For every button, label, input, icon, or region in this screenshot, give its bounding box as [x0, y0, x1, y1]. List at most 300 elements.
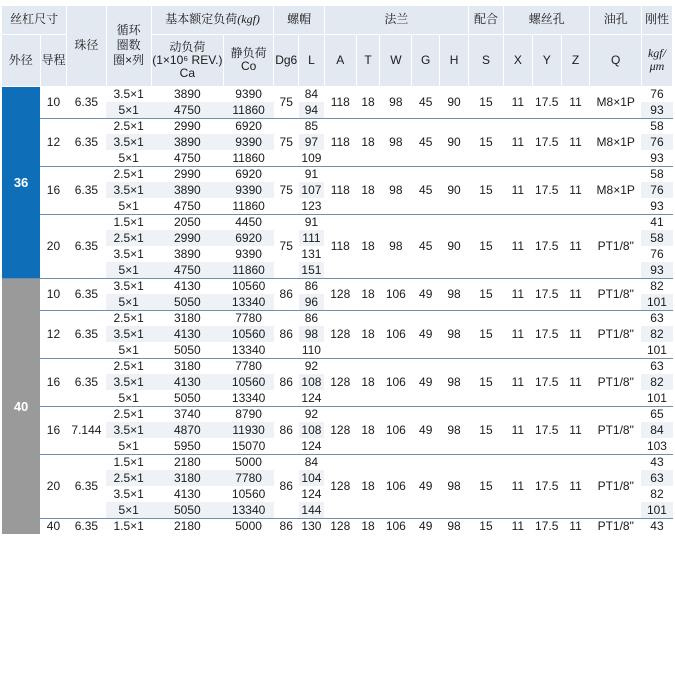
fit-header: 配合	[468, 6, 503, 34]
y-cell: 17.5	[532, 118, 561, 166]
w-cell: 98	[380, 118, 412, 166]
static-load-cell: 13340	[231, 390, 266, 405]
q-header: Q	[590, 34, 641, 86]
x-header: X	[503, 34, 532, 86]
dynamic-load-cell: 3890	[151, 134, 223, 150]
h-cell: 90	[440, 118, 469, 166]
t-cell: 18	[356, 278, 380, 310]
circuits-cell: 2.5×1	[106, 406, 151, 422]
x-cell: 11	[503, 86, 532, 118]
static-load-cell: 5000	[223, 454, 273, 470]
static-load-cell: 5000	[223, 518, 273, 534]
lead-cell: 16	[40, 166, 67, 214]
dynamic-load-cell: 5050	[173, 390, 201, 405]
static-load-cell: 10560	[223, 374, 273, 390]
ball-dia-cell: 6.35	[67, 310, 106, 358]
circuits-cell: 3.5×1	[106, 422, 151, 438]
z-cell: 11	[561, 166, 590, 214]
dynamic-load-cell: 2990	[151, 230, 223, 246]
dg6-cell: 86	[274, 278, 299, 310]
stiffness-cell: 101	[641, 294, 672, 310]
dynamic-load-cell: 4130	[151, 326, 223, 342]
dynamic-load-cell: 2180	[151, 518, 223, 534]
a-cell: 118	[324, 166, 356, 214]
dynamic-load-cell: 3890	[173, 247, 201, 261]
static-load-cell: 9390	[235, 247, 262, 261]
ball-dia-cell: 6.35	[67, 166, 106, 214]
dynamic-load-cell: 4750	[151, 262, 223, 278]
l-cell: 108	[299, 374, 325, 390]
stiffness-cell: 63	[641, 470, 672, 486]
l-cell: 124	[301, 438, 322, 453]
dg6-cell: 75	[274, 118, 299, 166]
l-cell: 111	[299, 230, 325, 246]
basic-load-header: 基本额定负荷(kgf)	[151, 6, 274, 34]
stiffness-cell: 93	[641, 262, 672, 278]
dynamic-load-cell: 5050	[151, 294, 223, 310]
a-cell: 118	[324, 118, 356, 166]
s-cell: 15	[468, 214, 503, 278]
q-cell: M8×1P	[590, 118, 641, 166]
lead-cell: 16	[40, 406, 67, 454]
oil-hole-header: 油孔	[590, 6, 641, 34]
dynamic-load-cell: 2050	[151, 214, 223, 230]
dynamic-load-cell: 3180	[151, 358, 223, 374]
static-load-cell: 6920	[223, 118, 273, 134]
l-cell: 131	[301, 247, 322, 261]
t-header: T	[356, 34, 380, 86]
ball-dia-cell: 6.35	[67, 358, 106, 406]
a-cell: 118	[324, 214, 356, 278]
y-cell: 17.5	[532, 454, 561, 518]
circuits-cell: 5×1	[118, 150, 139, 165]
l-cell: 123	[301, 198, 322, 213]
stiffness-cell: 101	[646, 390, 667, 405]
dynamic-load-cell: 3890	[151, 182, 223, 198]
circuits-cell: 3.5×1	[106, 278, 151, 294]
ball-dia-cell: 6.35	[67, 118, 106, 166]
z-cell: 11	[561, 406, 590, 454]
h-cell: 90	[440, 214, 469, 278]
dynamic-load-cell: 3180	[151, 310, 223, 326]
static-load-cell: 13340	[223, 502, 273, 518]
y-cell: 17.5	[532, 166, 561, 214]
y-cell: 17.5	[532, 214, 561, 278]
g-cell: 45	[412, 214, 440, 278]
circuits-cell: 3.5×1	[113, 487, 144, 501]
x-cell: 11	[503, 278, 532, 310]
static-load-cell: 6920	[223, 166, 273, 182]
stiffness-header: 刚性	[641, 6, 672, 34]
a-cell: 128	[324, 406, 356, 454]
static-load-cell: 8790	[223, 406, 273, 422]
stiffness-cell: 93	[650, 198, 664, 213]
ball-dia-header: 珠径	[67, 6, 106, 86]
w-cell: 106	[380, 278, 412, 310]
l-cell: 130	[299, 518, 325, 534]
a-cell: 128	[324, 278, 356, 310]
h-cell: 98	[440, 454, 469, 518]
table-row	[2, 310, 673, 326]
q-cell: PT1/8"	[590, 454, 641, 518]
lead-cell: 40	[40, 518, 67, 534]
y-cell: 17.5	[532, 406, 561, 454]
circuits-cell: 1.5×1	[106, 518, 151, 534]
stiffness-cell: 103	[646, 438, 667, 453]
x-cell: 11	[503, 454, 532, 518]
stiffness-cell: 58	[641, 230, 672, 246]
h-cell: 90	[440, 166, 469, 214]
circuits-cell: 2.5×1	[106, 118, 151, 134]
circuits-cell: 3.5×1	[113, 247, 144, 261]
x-cell: 11	[503, 518, 532, 534]
h-cell: 98	[440, 406, 469, 454]
static-load-cell: 4450	[223, 214, 273, 230]
h-cell: 98	[440, 518, 469, 534]
s-cell: 15	[468, 86, 503, 118]
s-cell: 15	[468, 358, 503, 406]
circuits-cell: 5×1	[106, 102, 151, 118]
g-cell: 45	[412, 118, 440, 166]
table-row	[2, 86, 673, 102]
dynamic-load-cell: 2990	[151, 118, 223, 134]
l-cell: 144	[299, 502, 325, 518]
table-row	[2, 278, 673, 294]
x-cell: 11	[503, 166, 532, 214]
z-cell: 11	[561, 118, 590, 166]
t-cell: 18	[356, 454, 380, 518]
stiffness-cell: 82	[650, 487, 664, 501]
y-cell: 17.5	[532, 86, 561, 118]
stiffness-cell: 82	[641, 278, 672, 294]
stiffness-cell: 58	[641, 118, 672, 134]
dynamic-load-cell: 4750	[173, 150, 201, 165]
l-cell: 92	[299, 406, 325, 422]
static-load-cell: 7780	[223, 470, 273, 486]
t-cell: 18	[356, 518, 380, 534]
stiffness-cell: 65	[641, 406, 672, 422]
h-header: H	[440, 34, 469, 86]
stiffness-cell: 43	[641, 518, 672, 534]
l-cell: 109	[301, 150, 322, 165]
g-cell: 49	[412, 310, 440, 358]
l-cell: 84	[299, 86, 325, 102]
stiffness-cell: 93	[641, 102, 672, 118]
a-cell: 118	[324, 86, 356, 118]
circuits-cell: 5×1	[106, 502, 151, 518]
dynamic-load-cell: 3180	[151, 470, 223, 486]
l-cell: 124	[301, 390, 322, 405]
l-cell: 85	[299, 118, 325, 134]
static-load-cell: 11860	[232, 150, 265, 165]
circuits-cell: 1.5×1	[106, 214, 151, 230]
q-cell: M8×1P	[590, 86, 641, 118]
stiffness-cell: 101	[646, 342, 667, 357]
q-cell: PT1/8"	[590, 358, 641, 406]
a-cell: 128	[324, 454, 356, 518]
dg6-cell: 86	[274, 518, 299, 534]
ball-dia-cell: 6.35	[67, 278, 106, 310]
l-cell: 96	[299, 294, 325, 310]
static-load-cell: 13340	[223, 294, 273, 310]
s-cell: 15	[468, 406, 503, 454]
g-cell: 45	[412, 166, 440, 214]
l-cell: 104	[299, 470, 325, 486]
dynamic-load-cell: 3740	[151, 406, 223, 422]
w-cell: 98	[380, 166, 412, 214]
static-load-header: 静负荷 Co	[223, 34, 273, 86]
dg6-header: Dg6	[274, 34, 299, 86]
dg6-cell: 86	[274, 310, 299, 358]
static-load-cell: 10560	[231, 487, 266, 501]
circuits-cell: 5×1	[118, 390, 139, 405]
dg6-cell: 86	[274, 358, 299, 406]
dynamic-load-cell: 4750	[151, 102, 223, 118]
l-cell: 86	[299, 310, 325, 326]
l-cell: 92	[299, 358, 325, 374]
lead-cell: 20	[40, 214, 67, 278]
lead-cell: 20	[40, 454, 67, 518]
l-cell: 84	[299, 454, 325, 470]
w-cell: 106	[380, 518, 412, 534]
static-load-cell: 7780	[223, 358, 273, 374]
y-cell: 17.5	[532, 518, 561, 534]
lead-cell: 12	[40, 310, 67, 358]
s-cell: 15	[468, 166, 503, 214]
l-cell: 124	[301, 487, 322, 501]
q-cell: PT1/8"	[590, 406, 641, 454]
stiffness-cell: 63	[641, 358, 672, 374]
g-cell: 49	[412, 454, 440, 518]
static-load-cell: 11930	[223, 422, 273, 438]
s-cell: 15	[468, 310, 503, 358]
g-cell: 49	[412, 278, 440, 310]
g-cell: 45	[412, 86, 440, 118]
x-cell: 11	[503, 118, 532, 166]
flange-header: 法兰	[324, 6, 468, 34]
dynamic-load-cell: 4130	[173, 487, 201, 501]
stiffness-cell: 82	[641, 374, 672, 390]
q-cell: M8×1P	[590, 166, 641, 214]
t-cell: 18	[356, 118, 380, 166]
t-cell: 18	[356, 166, 380, 214]
dynamic-load-cell: 2990	[151, 166, 223, 182]
t-cell: 18	[356, 406, 380, 454]
s-cell: 15	[468, 278, 503, 310]
ballscrew-spec-table	[2, 6, 673, 534]
l-cell: 97	[299, 134, 325, 150]
l-cell: 94	[299, 102, 325, 118]
a-cell: 128	[324, 358, 356, 406]
circuits-cell: 5×1	[106, 294, 151, 310]
circuits-cell: 5×1	[106, 262, 151, 278]
z-cell: 11	[561, 518, 590, 534]
x-cell: 11	[503, 406, 532, 454]
stiffness-cell: 76	[641, 86, 672, 102]
outer-dia-header: 外径	[2, 34, 40, 86]
a-cell: 128	[324, 518, 356, 534]
ball-dia-cell: 6.35	[67, 518, 106, 534]
l-cell: 91	[299, 214, 325, 230]
lead-cell: 10	[40, 86, 67, 118]
dynamic-load-cell: 5050	[151, 502, 223, 518]
l-cell: 108	[299, 422, 325, 438]
static-load-cell: 10560	[223, 326, 273, 342]
circuits-header: 循环圈数圈×列	[106, 6, 151, 86]
static-load-cell: 9390	[223, 86, 273, 102]
circuits-cell: 3.5×1	[106, 182, 151, 198]
nut-header: 螺帽	[274, 6, 324, 34]
t-cell: 18	[356, 214, 380, 278]
l-cell: 91	[299, 166, 325, 182]
static-load-cell: 9390	[223, 182, 273, 198]
bolt-hole-header: 螺丝孔	[503, 6, 590, 34]
l-header: L	[299, 34, 325, 86]
a-header: A	[324, 34, 356, 86]
h-cell: 98	[440, 358, 469, 406]
lead-cell: 12	[40, 118, 67, 166]
y-cell: 17.5	[532, 358, 561, 406]
circuits-cell: 5×1	[118, 342, 139, 357]
dynamic-load-header: 动负荷 (1×10⁶ REV.) Ca	[151, 34, 223, 86]
lead-cell: 10	[40, 278, 67, 310]
z-cell: 11	[561, 86, 590, 118]
z-cell: 11	[561, 358, 590, 406]
stiffness-cell: 43	[641, 454, 672, 470]
static-load-cell: 15070	[231, 438, 266, 453]
y-cell: 17.5	[532, 278, 561, 310]
w-cell: 106	[380, 406, 412, 454]
static-load-cell: 6920	[223, 230, 273, 246]
circuits-cell: 3.5×1	[106, 326, 151, 342]
stiffness-cell: 84	[641, 422, 672, 438]
x-cell: 11	[503, 358, 532, 406]
w-cell: 106	[380, 310, 412, 358]
lead-cell: 16	[40, 358, 67, 406]
l-cell: 151	[299, 262, 325, 278]
circuits-cell: 2.5×1	[106, 310, 151, 326]
w-cell: 106	[380, 358, 412, 406]
g-cell: 49	[412, 518, 440, 534]
dg6-cell: 75	[274, 214, 299, 278]
dynamic-load-cell: 4870	[151, 422, 223, 438]
dg6-cell: 75	[274, 86, 299, 118]
dg6-cell: 75	[274, 166, 299, 214]
a-cell: 128	[324, 310, 356, 358]
static-load-cell: 11860	[223, 262, 273, 278]
q-cell: PT1/8"	[590, 214, 641, 278]
s-cell: 15	[468, 454, 503, 518]
l-cell: 98	[299, 326, 325, 342]
dynamic-load-cell: 5950	[173, 438, 201, 453]
y-header: Y	[532, 34, 561, 86]
circuits-cell: 2.5×1	[106, 166, 151, 182]
ball-dia-cell: 6.35	[67, 214, 106, 278]
x-cell: 11	[503, 310, 532, 358]
table-row	[2, 454, 673, 470]
table-row	[2, 518, 673, 534]
lead-header: 导程	[40, 34, 67, 86]
static-load-cell: 11860	[232, 198, 265, 213]
static-load-cell: 9390	[223, 134, 273, 150]
w-header: W	[380, 34, 412, 86]
circuits-cell: 3.5×1	[106, 374, 151, 390]
z-header: Z	[561, 34, 590, 86]
ball-dia-cell: 6.35	[67, 86, 106, 118]
dg6-cell: 86	[274, 406, 299, 454]
outer-dia-cell: 40	[2, 278, 40, 534]
circuits-cell: 2.5×1	[106, 230, 151, 246]
table-row	[2, 118, 673, 134]
h-cell: 90	[440, 86, 469, 118]
g-cell: 49	[412, 406, 440, 454]
stiffness-cell: 93	[650, 150, 664, 165]
dynamic-load-cell: 4750	[173, 198, 201, 213]
table-row	[2, 214, 673, 230]
static-load-cell: 7780	[223, 310, 273, 326]
circuits-cell: 2.5×1	[106, 358, 151, 374]
w-cell: 106	[380, 454, 412, 518]
z-cell: 11	[561, 214, 590, 278]
circuits-cell: 5×1	[118, 438, 139, 453]
ball-dia-cell: 7.144	[67, 406, 106, 454]
table-header	[2, 6, 673, 86]
l-cell: 107	[299, 182, 325, 198]
circuits-cell: 2.5×1	[106, 470, 151, 486]
outer-dia-cell: 36	[2, 86, 40, 278]
circuits-cell: 5×1	[118, 198, 139, 213]
stiffness-cell: 63	[641, 310, 672, 326]
dynamic-load-cell: 3890	[151, 86, 223, 102]
t-cell: 18	[356, 86, 380, 118]
h-cell: 98	[440, 278, 469, 310]
g-cell: 49	[412, 358, 440, 406]
z-cell: 11	[561, 454, 590, 518]
t-cell: 18	[356, 310, 380, 358]
stiffness-cell: 76	[650, 247, 664, 261]
l-cell: 110	[301, 342, 321, 357]
table-row	[2, 358, 673, 374]
q-cell: PT1/8"	[590, 278, 641, 310]
stiffness-cell: 82	[641, 326, 672, 342]
l-cell: 86	[299, 278, 325, 294]
dynamic-load-cell: 2180	[151, 454, 223, 470]
static-load-cell: 10560	[223, 278, 273, 294]
g-header: G	[412, 34, 440, 86]
table-body	[2, 86, 673, 534]
screw-size-header: 丝杠尺寸	[2, 6, 67, 34]
stiffness-cell: 41	[641, 214, 672, 230]
stiffness-unit-header: kgf/ μm	[641, 34, 672, 86]
dg6-cell: 86	[274, 454, 299, 518]
circuits-cell: 3.5×1	[106, 134, 151, 150]
dynamic-load-cell: 4130	[151, 374, 223, 390]
t-cell: 18	[356, 358, 380, 406]
z-cell: 11	[561, 310, 590, 358]
s-header: S	[468, 34, 503, 86]
q-cell: PT1/8"	[590, 518, 641, 534]
stiffness-cell: 101	[641, 502, 672, 518]
circuits-cell: 3.5×1	[106, 86, 151, 102]
s-cell: 15	[468, 118, 503, 166]
h-cell: 98	[440, 310, 469, 358]
z-cell: 11	[561, 278, 590, 310]
stiffness-cell: 76	[641, 134, 672, 150]
dynamic-load-cell: 5050	[173, 342, 201, 357]
y-cell: 17.5	[532, 310, 561, 358]
x-cell: 11	[503, 214, 532, 278]
table-row	[2, 406, 673, 422]
